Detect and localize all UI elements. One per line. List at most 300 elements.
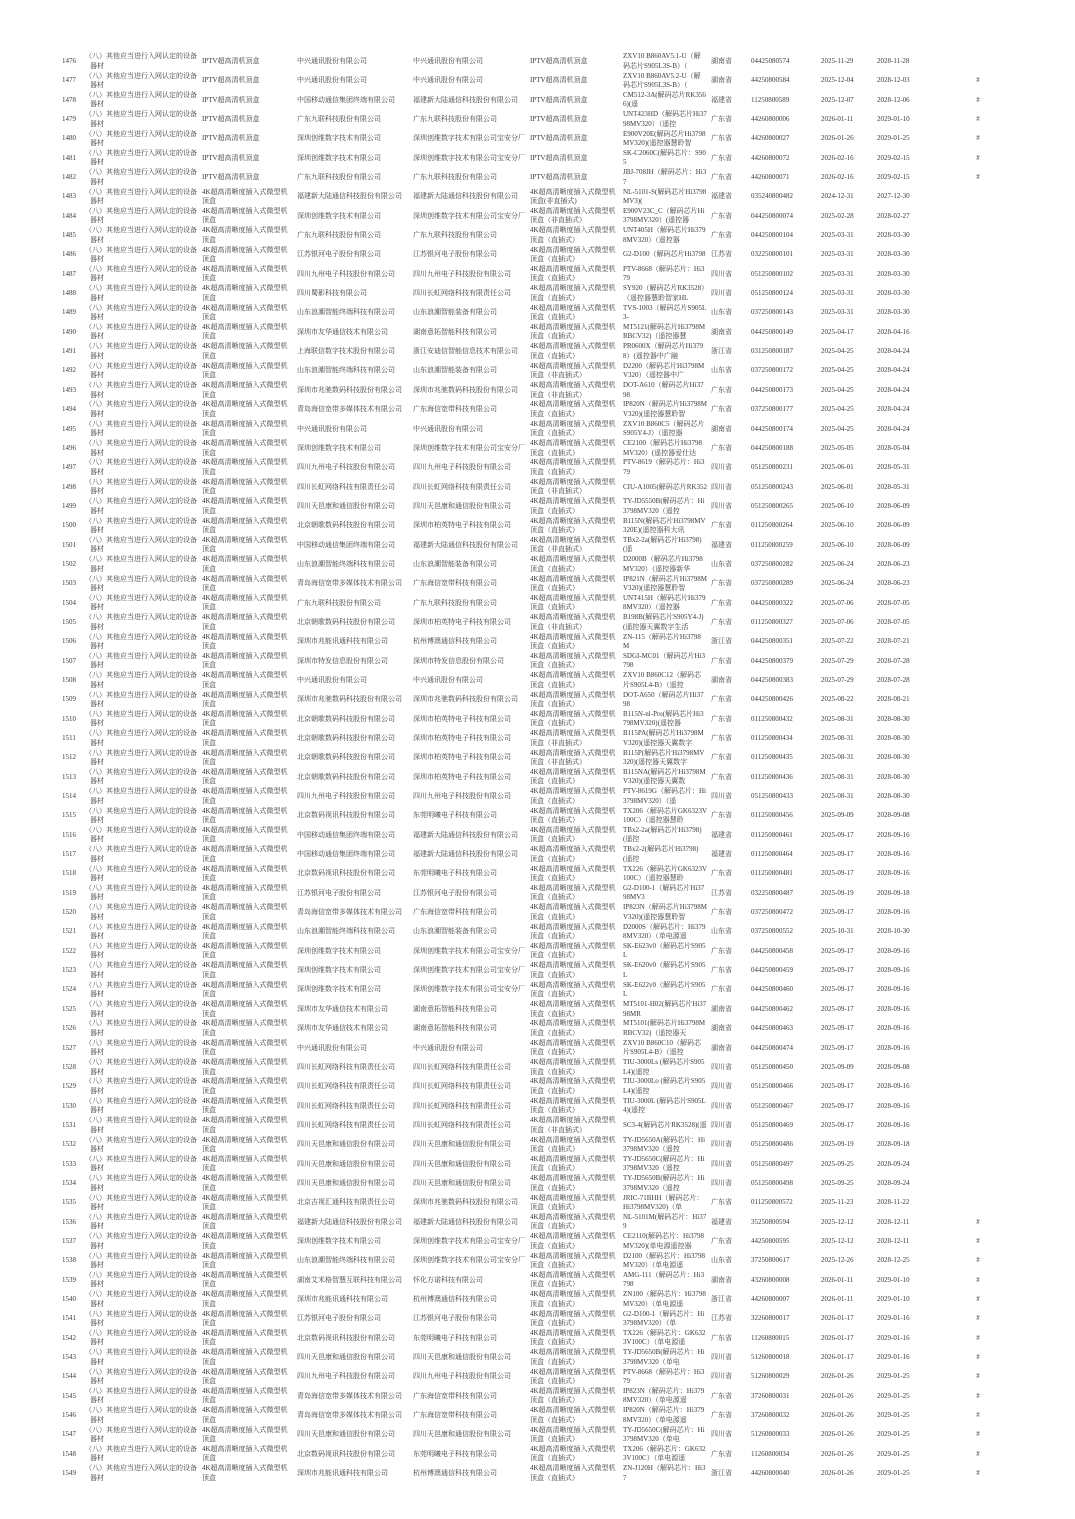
issue-date-cell	[819, 245, 875, 264]
expiry-date: 2028-12-03	[877, 76, 910, 85]
applicant-cell	[295, 1116, 411, 1135]
model-cell	[621, 284, 709, 303]
category: （八）其他应当进行入网认定的设备器材	[85, 90, 197, 109]
product-name: IPTV超高清机顶盒	[530, 56, 588, 65]
device-type-cell	[200, 303, 295, 322]
certificate-number-cell	[749, 787, 819, 806]
model: ZXV10 B860C10（解码芯片S905L4-B）（遥控	[623, 1038, 701, 1057]
applicant: 四川九州电子科技股份有限公司	[297, 463, 395, 472]
device-type-cell	[200, 884, 295, 903]
applicant-cell	[295, 574, 411, 593]
table-row	[55, 478, 1023, 497]
category: （八）其他应当进行入网认定的设备器材	[85, 497, 197, 515]
applicant: 北京朝歌数码科技股份有限公司	[297, 734, 395, 742]
row-number-cell	[55, 420, 83, 439]
manufacturer: 湖南意拓智能科技有限公司	[413, 327, 497, 336]
row-number-cell	[55, 342, 83, 361]
category: （八）其他应当进行入网认定的设备器材	[85, 516, 197, 534]
certificate-number: 037250800289	[751, 579, 793, 588]
model-cell	[621, 1193, 709, 1212]
province: 福建省	[711, 1217, 732, 1226]
expiry-date-cell	[875, 768, 933, 787]
expiry-date: 2028-05-31	[877, 463, 910, 472]
product-name-cell	[528, 1077, 621, 1096]
row-number-cell	[55, 690, 83, 709]
category-cell	[83, 806, 200, 825]
mark-cell	[933, 1058, 1023, 1077]
applicant-cell	[295, 632, 411, 651]
manufacturer-cell	[411, 1213, 528, 1232]
province-cell	[709, 1464, 749, 1483]
certificate-number-cell	[749, 1271, 819, 1290]
issue-date: 2025-09-17	[821, 985, 854, 994]
category-cell	[83, 922, 200, 941]
model-cell	[621, 245, 709, 264]
category-cell	[83, 323, 200, 342]
expiry-date-cell	[875, 1077, 933, 1096]
product-name: 4K超高清晰度插入式微型机顶盒（直插式）	[530, 516, 616, 534]
manufacturer-cell	[411, 922, 528, 941]
category: （八）其他应当进行入网认定的设备器材	[85, 903, 197, 921]
table-row	[55, 265, 1023, 284]
certificate-number-cell	[749, 536, 819, 555]
manufacturer-cell	[411, 129, 528, 148]
device-type: 4K超高清晰度插入式微型机顶盒	[202, 381, 288, 399]
certificate-number: 044250800149	[751, 327, 793, 336]
manufacturer: 四川九州电子科技股份有限公司	[413, 463, 511, 472]
category-cell	[83, 149, 200, 168]
product-name: 4K超高清晰度插入式微型机顶盒（直插式）	[530, 1193, 616, 1211]
category: （八）其他应当进行入网认定的设备器材	[85, 690, 197, 709]
expiry-date: 2028-09-24	[877, 1159, 910, 1168]
device-type: 4K超高清晰度插入式微型机顶盒	[202, 593, 288, 612]
model: ZXV10 B860C12（解码芯片S905L4-B）（遥控	[623, 671, 701, 689]
applicant-cell	[295, 129, 411, 148]
model-cell	[621, 1445, 709, 1464]
province: 湖南省	[711, 327, 732, 336]
product-name: 4K超高清晰度插入式微型机顶盒（直插式）	[530, 284, 616, 302]
province-cell	[709, 52, 749, 71]
device-type-cell	[200, 381, 295, 400]
row-number: 1509	[62, 695, 76, 704]
province: 浙江省	[711, 347, 732, 356]
table-row	[55, 690, 1023, 709]
device-type: 4K超高清晰度插入式微型机顶盒	[202, 632, 288, 650]
certificate-number-cell	[749, 613, 819, 632]
manufacturer: 四川天邑康和通信股份有限公司	[413, 1353, 511, 1361]
manufacturer: 四川九州电子科技股份有限公司	[413, 1372, 511, 1381]
issue-date: 2026-01-26	[821, 1411, 854, 1420]
device-type: IPTV超高清机顶盒	[202, 95, 260, 104]
certificate-number: 035240800482	[751, 192, 793, 201]
applicant-cell	[295, 1155, 411, 1174]
model-cell	[621, 1097, 709, 1116]
issue-date: 2025-06-10	[821, 501, 854, 510]
expiry-date-cell	[875, 323, 933, 342]
expiry-date: 2028-03-30	[877, 250, 910, 259]
province: 广东省	[711, 734, 732, 742]
applicant-cell	[295, 439, 411, 458]
manufacturer-cell	[411, 652, 528, 671]
table-row	[55, 381, 1023, 400]
applicant: 中兴通讯股份有限公司	[297, 56, 367, 65]
row-number-cell	[55, 439, 83, 458]
issue-date-cell	[819, 1097, 875, 1116]
expiry-date-cell	[875, 981, 933, 1000]
manufacturer: 深圳创维数字技术有限公司宝安分厂	[413, 985, 525, 994]
manufacturer-cell	[411, 265, 528, 284]
model: B115P(解码芯片Hi3798MV320)(遥控器天翼数字	[623, 748, 705, 767]
certificate-number-cell	[749, 400, 819, 419]
row-number-cell	[55, 961, 83, 980]
certificate-number-cell	[749, 516, 819, 535]
mark-cell	[933, 1445, 1023, 1464]
applicant: 北京数码视讯科技股份有限公司	[297, 811, 395, 820]
category-cell	[83, 1058, 200, 1077]
mark: #	[976, 1372, 980, 1381]
model: SK-E620v0（解码芯片S905L	[623, 961, 706, 979]
device-type: 4K超高清晰度插入式微型机顶盒	[202, 980, 288, 999]
table-row	[55, 845, 1023, 864]
model-cell	[621, 845, 709, 864]
device-type-cell	[200, 400, 295, 419]
expiry-date: 2028-09-16	[877, 985, 910, 994]
certificate-number-cell	[749, 187, 819, 206]
expiry-date: 2029-01-25	[877, 1449, 910, 1458]
expiry-date-cell	[875, 1290, 933, 1309]
model: IP823N（解码芯片Hi3798MV320)(遥控器慧聆智	[623, 903, 707, 921]
issue-date: 2025-09-25	[821, 1178, 854, 1187]
model-cell	[621, 1387, 709, 1406]
product-name-cell	[528, 1135, 621, 1154]
expiry-date-cell	[875, 613, 933, 632]
row-number-cell	[55, 323, 83, 342]
province-cell	[709, 787, 749, 806]
expiry-date-cell	[875, 806, 933, 825]
expiry-date-cell	[875, 1251, 933, 1270]
province-cell	[709, 884, 749, 903]
expiry-date: 2028-07-28	[877, 675, 910, 684]
province: 广东省	[711, 1236, 732, 1245]
row-number: 1498	[62, 482, 76, 491]
issue-date-cell	[819, 981, 875, 1000]
category: （八）其他应当进行入网认定的设备器材	[85, 1174, 197, 1192]
applicant: 北京朝歌数码科技股份有限公司	[297, 772, 395, 781]
province: 福建省	[711, 540, 732, 549]
certificate-number: 044250800351	[751, 637, 793, 646]
manufacturer-cell	[411, 864, 528, 883]
row-number: 1535	[62, 1198, 76, 1207]
applicant-cell	[295, 1077, 411, 1096]
certificate-number: 051250800450	[751, 1062, 793, 1071]
device-type-cell	[200, 149, 295, 168]
product-name-cell	[528, 303, 621, 322]
expiry-date-cell	[875, 1213, 933, 1232]
expiry-date-cell	[875, 1271, 933, 1290]
expiry-date-cell	[875, 303, 933, 322]
model: SC3-4(解码芯片RK3528)(遥	[623, 1120, 707, 1129]
product-name-cell	[528, 632, 621, 651]
product-name-cell	[528, 1406, 621, 1425]
product-name: 4K超高清晰度插入式微型机顶盒（直插式）	[530, 574, 616, 592]
category-cell	[83, 226, 200, 245]
model: D2000S（解码芯片：Hi3798MV320）（单电源遥	[623, 922, 706, 941]
table-row	[55, 942, 1023, 961]
product-name: 4K超高清晰度插入式微型机顶盒（非直插式）	[530, 748, 616, 767]
mark-cell	[933, 1232, 1023, 1251]
issue-date: 2026-01-11	[821, 1275, 854, 1284]
applicant-cell	[295, 1135, 411, 1154]
table-row	[55, 632, 1023, 651]
mark-cell	[933, 497, 1023, 516]
province-cell	[709, 574, 749, 593]
model-cell	[621, 1000, 709, 1019]
province: 广东省	[711, 579, 732, 588]
device-type-cell	[200, 1348, 295, 1367]
manufacturer: 江苏银河电子股份有限公司	[413, 1314, 497, 1323]
model-cell	[621, 884, 709, 903]
issue-date: 2025-04-25	[821, 347, 854, 356]
product-name: 4K超高清晰度插入式微型机顶盒（直插式）	[530, 1406, 616, 1424]
applicant: 北京朝歌数码科技股份有限公司	[297, 753, 395, 762]
applicant-cell	[295, 226, 411, 245]
model-cell	[621, 806, 709, 825]
product-name: 4K超高清晰度插入式微型机顶盒（直插式）	[530, 922, 616, 941]
expiry-date-cell	[875, 1039, 933, 1058]
product-name-cell	[528, 864, 621, 883]
province-cell	[709, 1097, 749, 1116]
manufacturer: 东莞明曦电子科技有限公司	[413, 811, 497, 820]
mark-cell	[933, 961, 1023, 980]
province-cell	[709, 845, 749, 864]
device-type-cell	[200, 91, 295, 110]
product-name: 4K超高清晰度插入式微型机顶盒（直插式）	[530, 226, 616, 244]
issue-date-cell	[819, 1077, 875, 1096]
manufacturer: 东莞明曦电子科技有限公司	[413, 869, 497, 878]
mark-cell	[933, 1174, 1023, 1193]
row-number-cell	[55, 1309, 83, 1328]
model-cell	[621, 497, 709, 516]
expiry-date-cell	[875, 362, 933, 381]
province-cell	[709, 1193, 749, 1212]
model-cell	[621, 187, 709, 206]
table-row	[55, 420, 1023, 439]
row-number-cell	[55, 265, 83, 284]
province-cell	[709, 1077, 749, 1096]
issue-date: 2025-09-19	[821, 888, 854, 897]
mark-cell	[933, 768, 1023, 787]
manufacturer: 福建新大陆通信科技股份有限公司	[413, 850, 518, 859]
applicant: 四川长虹网络科技有限责任公司	[297, 1062, 395, 1071]
device-type-cell	[200, 942, 295, 961]
row-number: 1501	[62, 540, 76, 549]
expiry-date: 2028-08-30	[877, 753, 910, 762]
province-cell	[709, 71, 749, 90]
issue-date: 2025-06-24	[821, 559, 854, 568]
mark: #	[976, 1449, 980, 1458]
row-number: 1479	[62, 115, 76, 123]
device-type-cell	[200, 342, 295, 361]
model-cell	[621, 536, 709, 555]
applicant-cell	[295, 1000, 411, 1019]
issue-date: 2026-02-16	[821, 173, 854, 182]
row-number-cell	[55, 1058, 83, 1077]
certificate-number: 43260800008	[751, 1275, 790, 1284]
certificate-number-cell	[749, 884, 819, 903]
row-number-cell	[55, 1387, 83, 1406]
category: （八）其他应当进行入网认定的设备器材	[85, 52, 197, 70]
manufacturer-cell	[411, 323, 528, 342]
certificate-number-cell	[749, 864, 819, 883]
expiry-date-cell	[875, 1387, 933, 1406]
issue-date-cell	[819, 787, 875, 806]
applicant: 深圳创维数字技术有限公司	[297, 443, 381, 452]
applicant-cell	[295, 1348, 411, 1367]
province: 四川省	[711, 792, 732, 801]
manufacturer: 四川长虹网络科技有限责任公司	[413, 289, 511, 298]
row-number: 1483	[62, 192, 76, 201]
certificate-number-cell	[749, 149, 819, 168]
province: 浙江省	[711, 1294, 732, 1303]
certificate-number-cell	[749, 1039, 819, 1058]
product-name: 4K超高清晰度插入式微型机顶盒（直插式）	[530, 265, 616, 283]
manufacturer: 深圳创维数字技术有限公司宝安分厂	[413, 1256, 525, 1265]
product-name: 4K超高清晰度插入式微型机顶盒（直插式）	[530, 1232, 616, 1250]
expiry-date: 2028-07-05	[877, 598, 910, 607]
category: （八）其他应当进行入网认定的设备器材	[85, 1386, 197, 1405]
issue-date: 2025-06-01	[821, 463, 854, 472]
category: （八）其他应当进行入网认定的设备器材	[85, 400, 197, 418]
model-cell	[621, 1271, 709, 1290]
issue-date-cell	[819, 478, 875, 497]
product-name-cell	[528, 91, 621, 110]
product-name: 4K超高清晰度插入式微型机顶盒（直插式）	[530, 1174, 616, 1192]
row-number-cell	[55, 922, 83, 941]
issue-date: 2026-01-17	[821, 1333, 854, 1342]
model-cell	[621, 420, 709, 439]
model: CM512-3A(解码芯片RK3566)(遥	[623, 90, 706, 109]
expiry-date-cell	[875, 690, 933, 709]
mark-cell	[933, 864, 1023, 883]
table-row	[55, 323, 1023, 342]
certification-table	[55, 52, 1023, 1483]
expiry-date: 2028-07-05	[877, 617, 910, 626]
category: （八）其他应当进行入网认定的设备器材	[85, 1348, 197, 1366]
manufacturer-cell	[411, 1251, 528, 1270]
mark-cell	[933, 245, 1023, 264]
device-type-cell	[200, 1290, 295, 1309]
manufacturer-cell	[411, 1077, 528, 1096]
certificate-number-cell	[749, 1116, 819, 1135]
manufacturer-cell	[411, 516, 528, 535]
table-row	[55, 1329, 1023, 1348]
issue-date-cell	[819, 922, 875, 941]
expiry-date: 2028-09-16	[877, 1082, 910, 1091]
row-number-cell	[55, 149, 83, 168]
table-row	[55, 342, 1023, 361]
mark-cell	[933, 903, 1023, 922]
province: 福建省	[711, 850, 732, 859]
expiry-date-cell	[875, 129, 933, 148]
expiry-date-cell	[875, 226, 933, 245]
certificate-number-cell	[749, 1077, 819, 1096]
category-cell	[83, 1387, 200, 1406]
row-number-cell	[55, 613, 83, 632]
expiry-date: 2029-01-25	[877, 1391, 910, 1400]
model-cell	[621, 1116, 709, 1135]
certificate-number-cell	[749, 1251, 819, 1270]
manufacturer-cell	[411, 1464, 528, 1483]
province-cell	[709, 1135, 749, 1154]
model: PTV-8668（解码芯片：Hi379	[623, 1367, 705, 1386]
certificate-number-cell	[749, 129, 819, 148]
model: ZN-115（解码芯片Hi3798M	[623, 632, 701, 650]
category-cell	[83, 536, 200, 555]
category: （八）其他应当进行入网认定的设备器材	[85, 1232, 197, 1250]
issue-date: 2025-06-01	[821, 482, 854, 491]
category-cell	[83, 574, 200, 593]
row-number: 1492	[62, 366, 76, 375]
device-type: 4K超高清晰度插入式微型机顶盒	[202, 1464, 288, 1482]
mark-cell	[933, 1290, 1023, 1309]
certificate-number-cell	[749, 555, 819, 574]
model: SK-C2060C(解码芯片：S905	[623, 148, 706, 167]
issue-date-cell	[819, 1039, 875, 1058]
manufacturer: 深圳市柏英特电子科技有限公司	[413, 753, 511, 762]
device-type-cell	[200, 1445, 295, 1464]
row-number-cell	[55, 884, 83, 903]
expiry-date: 2029-01-25	[877, 134, 910, 143]
device-type-cell	[200, 1425, 295, 1444]
device-type: 4K超高清晰度插入式微型机顶盒	[202, 265, 288, 283]
province: 广东省	[711, 908, 732, 917]
expiry-date: 2028-03-30	[877, 289, 910, 298]
mark-cell	[933, 323, 1023, 342]
expiry-date: 2028-09-24	[877, 1178, 910, 1187]
table-row	[55, 52, 1023, 71]
model-cell	[621, 787, 709, 806]
applicant-cell	[295, 845, 411, 864]
category-cell	[83, 594, 200, 613]
table-row	[55, 922, 1023, 941]
product-name-cell	[528, 884, 621, 903]
province-cell	[709, 226, 749, 245]
province: 浙江省	[711, 637, 732, 646]
expiry-date-cell	[875, 574, 933, 593]
device-type: 4K超高清晰度插入式微型机顶盒	[202, 207, 288, 225]
model: DOT-A650（解码芯片Hi3798	[623, 690, 704, 709]
applicant-cell	[295, 1251, 411, 1270]
province-cell	[709, 1406, 749, 1425]
certificate-number: 044250800460	[751, 985, 793, 994]
province-cell	[709, 110, 749, 129]
applicant: 上海联信数字技术股份有限公司	[297, 347, 395, 356]
model-cell	[621, 1039, 709, 1058]
province: 湖南省	[711, 1004, 732, 1013]
certificate-number: 051250800265	[751, 501, 793, 510]
row-number: 1518	[62, 869, 76, 878]
province: 四川省	[711, 1178, 732, 1187]
model: CE2100（解码芯片Hi3798MV320）(遥控器爱仕达	[623, 439, 702, 457]
device-type-cell	[200, 420, 295, 439]
certificate-number: 51260800029	[751, 1372, 790, 1381]
manufacturer-cell	[411, 1155, 528, 1174]
issue-date: 2025-09-09	[821, 1062, 854, 1071]
table-row	[55, 71, 1023, 90]
model: B115NA(解码芯片Hi3798MV320)(遥控器天翼数	[623, 767, 706, 786]
table-row	[55, 574, 1023, 593]
expiry-date-cell	[875, 903, 933, 922]
